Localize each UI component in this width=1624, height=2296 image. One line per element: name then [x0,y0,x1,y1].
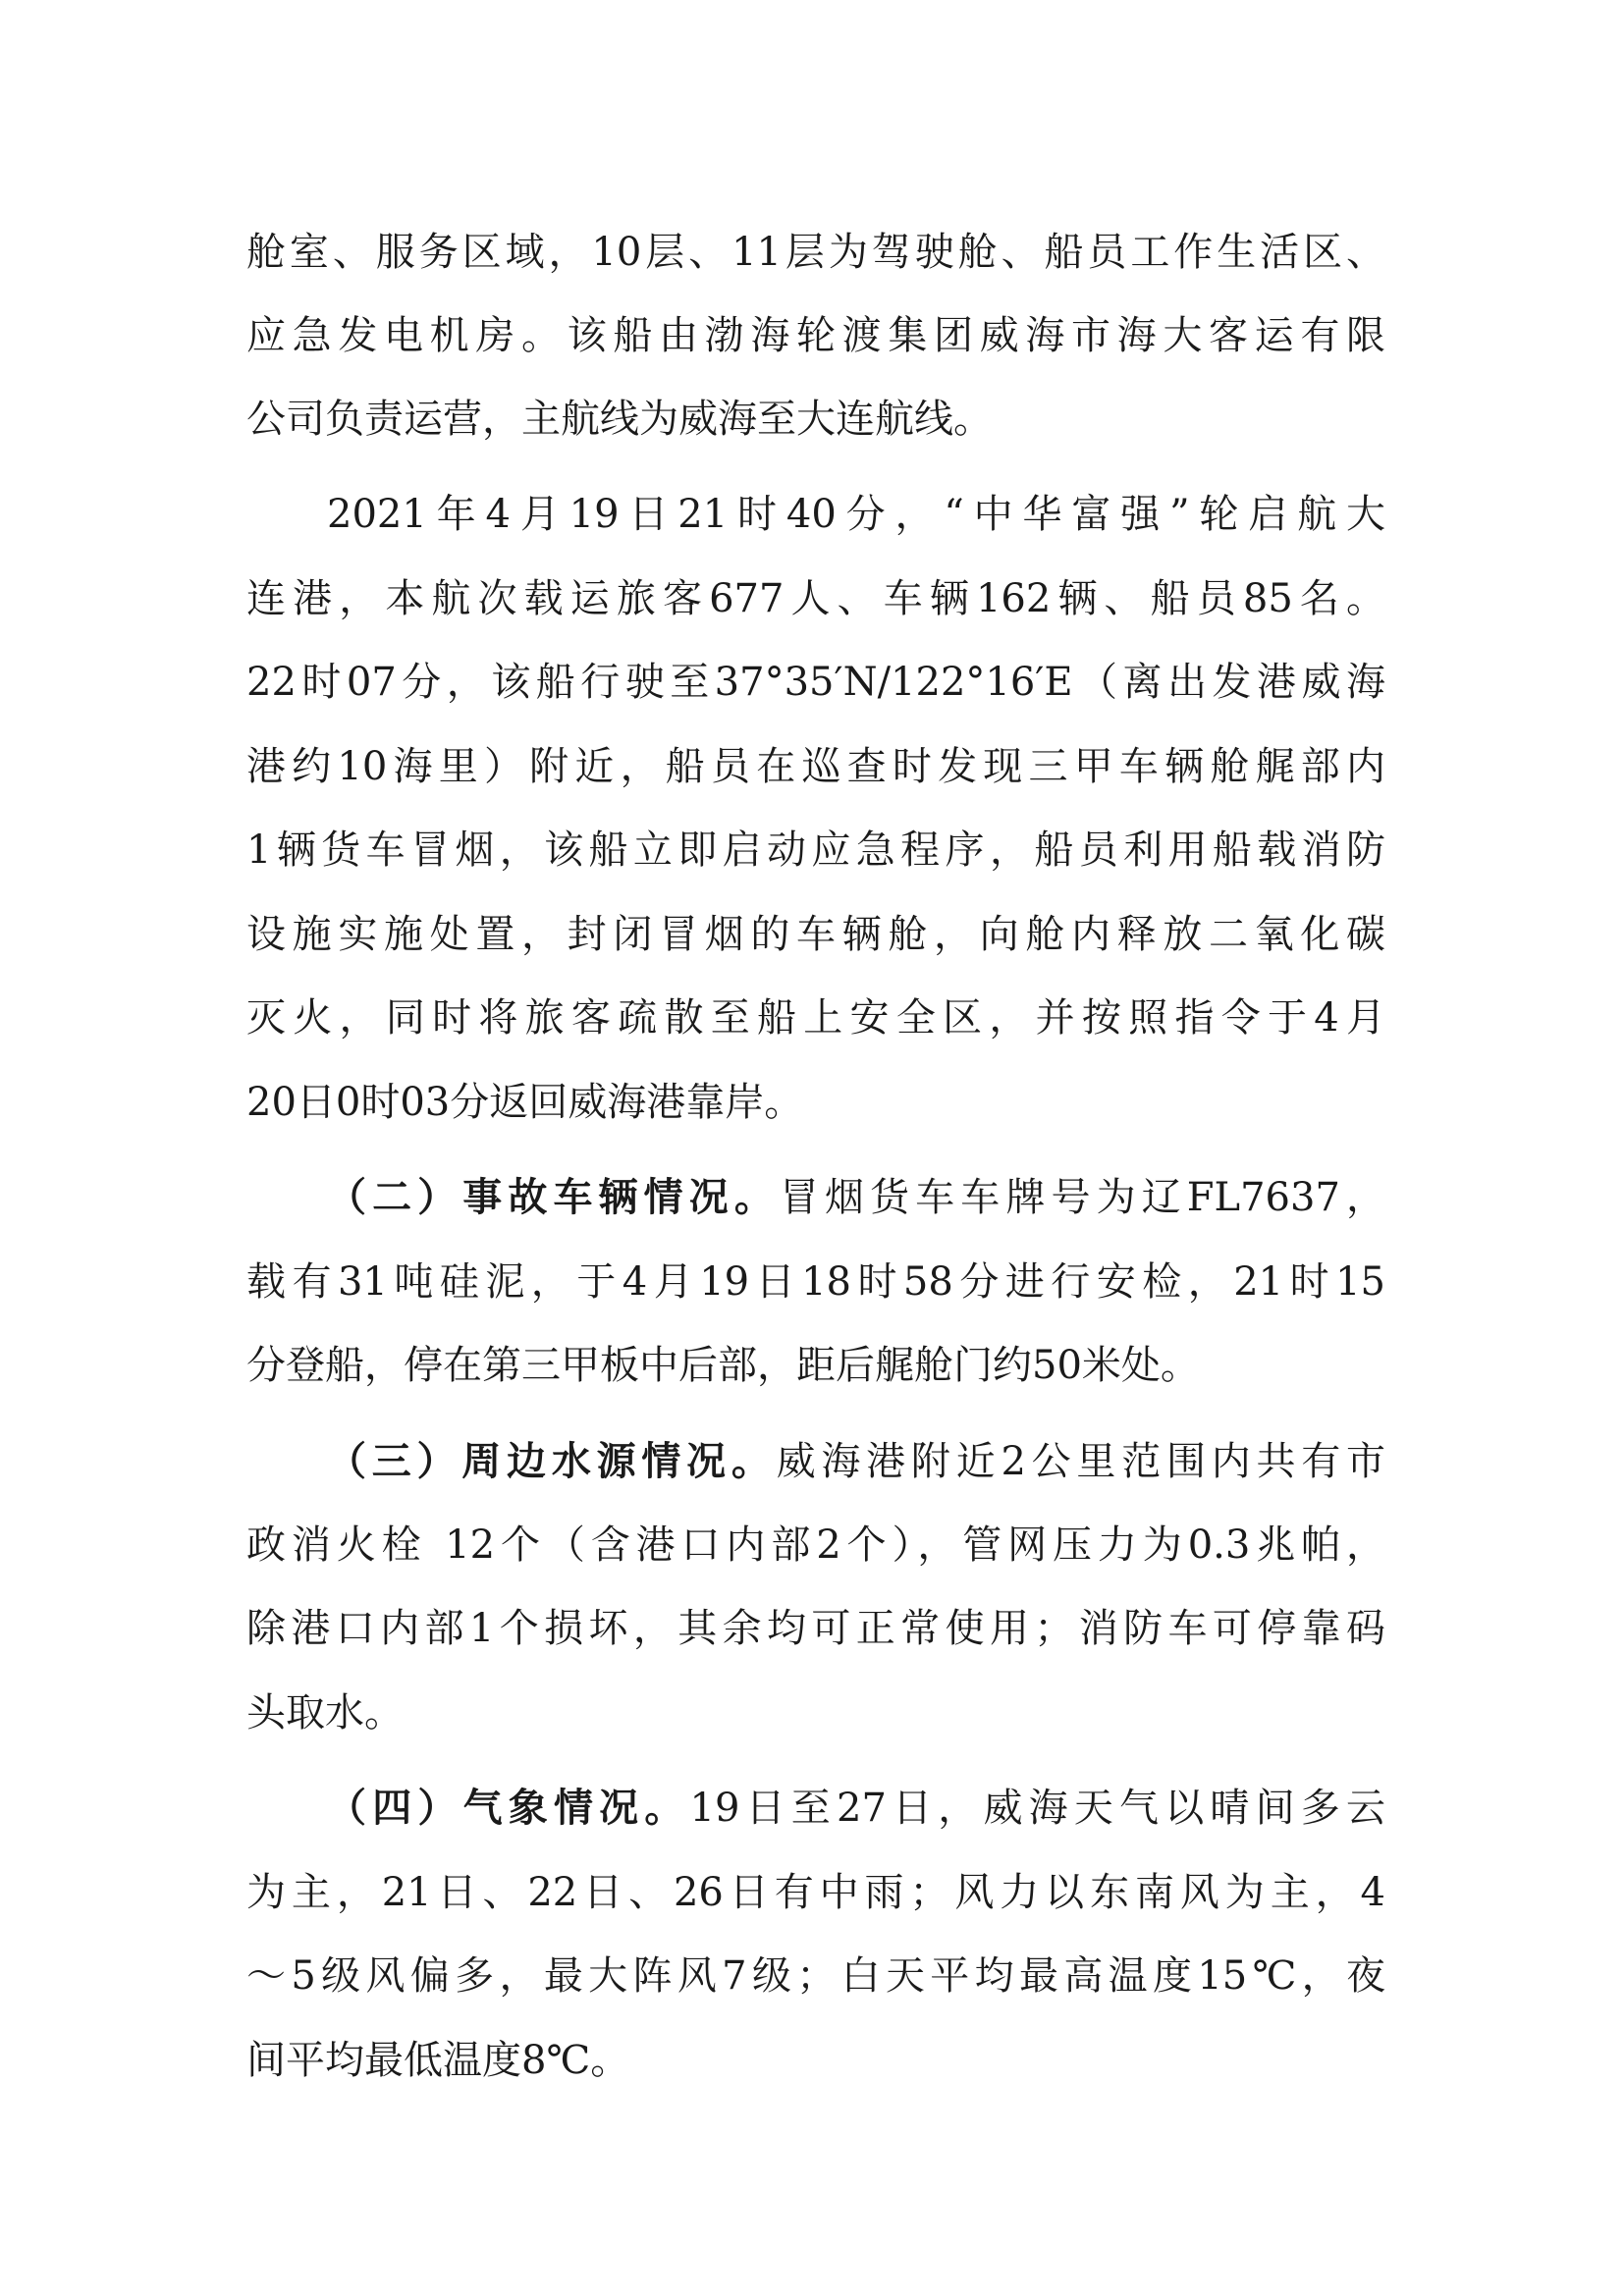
paragraph-4-heading: （三）周边水源情况。 [327,1439,777,1484]
paragraph-4-line-1 [327,1432,1385,1491]
paragraph-2-line-1: 2021年4月19日21时40分，“中华富强”轮启航大 [327,492,1385,537]
paragraph-3-line-1 [327,1168,1385,1227]
paragraph-3-line-2: 载有31吨硅泥，于4月19日18时58分进行安检，21时15 [246,1259,1385,1305]
paragraph-3-heading: （二）事故车辆情况。 [327,1175,780,1220]
paragraph-3-text: 冒烟货车车牌号为辽FL7637， [779,1175,1385,1220]
paragraph-2-line-5: 1辆货车冒烟，该船立即启动应急程序，船员利用船载消防 [246,828,1385,873]
paragraph-4-line-3: 除港口内部1个损坏，其余均可正常使用；消防车可停靠码 [246,1606,1385,1651]
paragraph-2-line-7: 灭火，同时将旅客疏散至船上安全区，并按照指令于4月 [246,995,1385,1041]
paragraph-5-line-4: 间平均最低温度8℃。 [246,2038,630,2083]
paragraph-4-text: 威海港附近2公里范围内共有市 [776,1439,1386,1484]
paragraph-4-line-4: 头取水。 [246,1690,404,1735]
paragraph-4-line-2: 政消火栓 12个（含港口内部2个），管网压力为0.3兆帕， [246,1522,1385,1568]
paragraph-2-line-8: 20日0时03分返回威海港靠岸。 [246,1080,804,1125]
paragraph-5-text: 19日至27日，威海天气以晴间多云 [689,1786,1386,1831]
paragraph-2-line-6: 设施实施处置，封闭冒烟的车辆舱，向舱内释放二氧化碳 [246,912,1385,957]
paragraph-1-line-3: 公司负责运营，主航线为威海至大连航线。 [246,397,993,442]
paragraph-3-line-3: 分登船，停在第三甲板中后部，距后艉舱门约50米处。 [246,1343,1200,1388]
paragraph-5-heading: （四）气象情况。 [327,1786,690,1831]
paragraph-2-line-3: 22时07分，该船行驶至37°35′N/122°16′E（离出发港威海 [246,660,1385,705]
paragraph-5-line-2: 为主，21日、22日、26日有中雨；风力以东南风为主，4 [246,1870,1385,1915]
paragraph-5-line-1 [327,1779,1385,1838]
paragraph-2-line-2: 连港，本航次载运旅客677人、车辆162辆、船员85名。 [246,576,1385,621]
paragraph-2-line-4: 港约10海里）附近，船员在巡查时发现三甲车辆舱艉部内 [246,744,1385,789]
paragraph-1-line-1: 舱室、服务区域，10层、11层为驾驶舱、船员工作生活区、 [246,230,1385,275]
paragraph-5-line-3: ～5级风偏多，最大阵风7级；白天平均最高温度15℃，夜 [246,1953,1385,1999]
paragraph-1-line-2: 应急发电机房。该船由渤海轮渡集团威海市海大客运有限 [246,313,1385,358]
